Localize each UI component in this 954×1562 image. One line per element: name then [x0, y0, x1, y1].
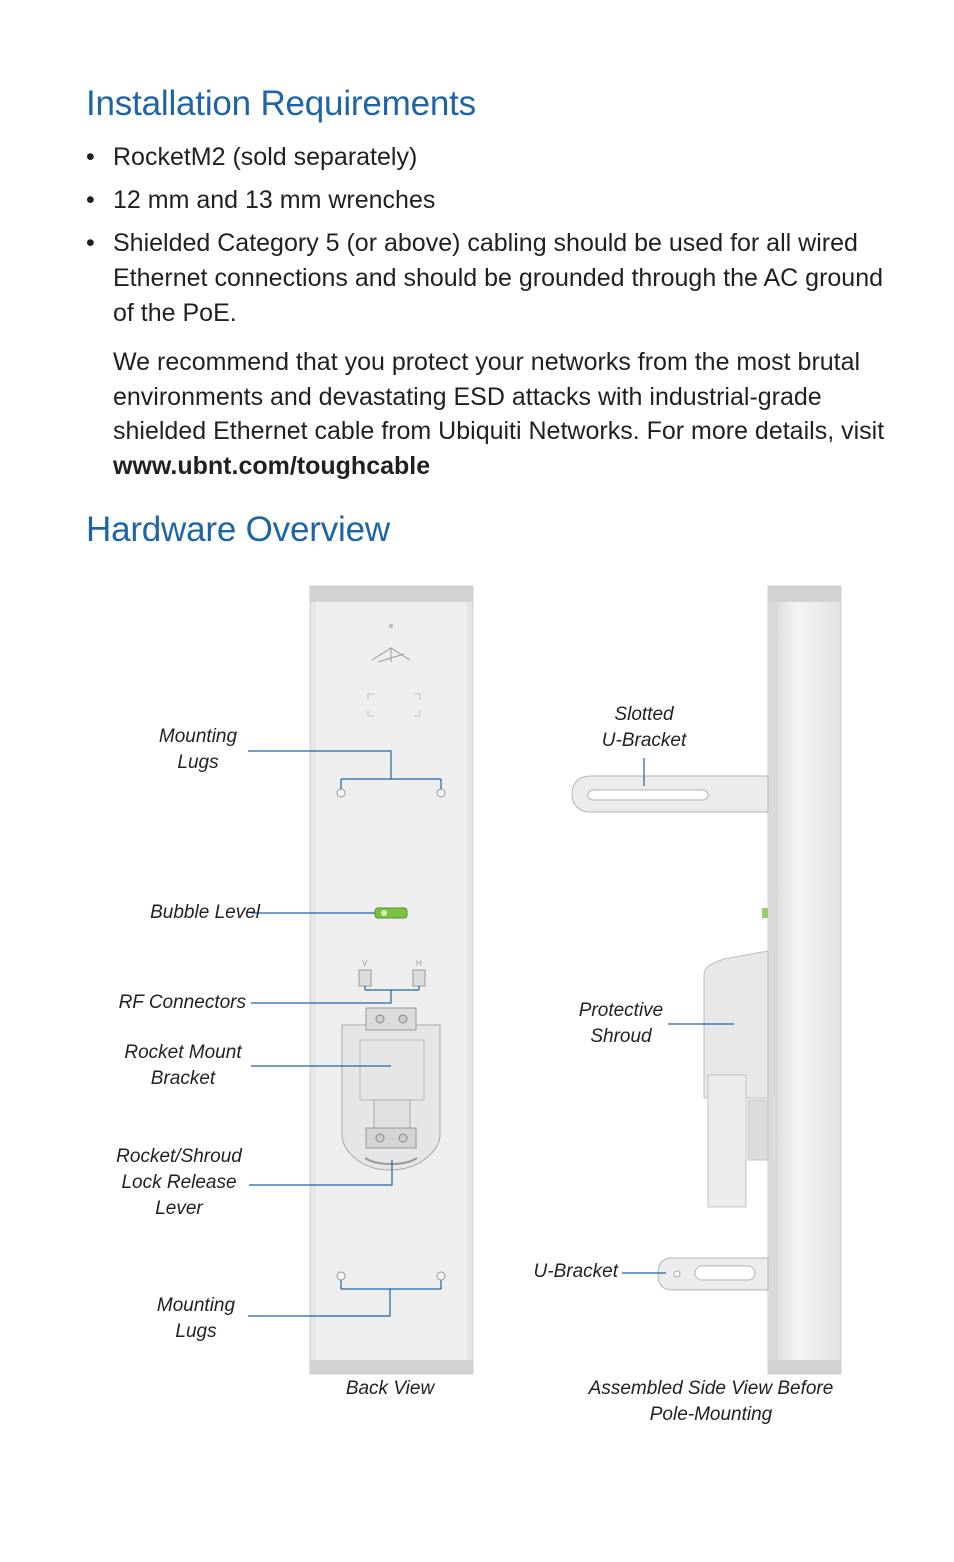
- mounting-lug-icon: [437, 1272, 445, 1280]
- recommendation-text: We recommend that you protect your networks from the most brutal environments and devastating ESD attacks with industrial-grade shielded Ethernet cable from Ubiquiti Networks. For more details, visit: [113, 348, 885, 445]
- rf-port-h-letter: H: [416, 959, 422, 968]
- label-rf-connectors: RF Connectors: [118, 992, 246, 1013]
- back-view-antenna: [310, 586, 473, 1374]
- bullet-marker: •: [86, 186, 95, 214]
- requirement-text: 12 mm and 13 mm wrenches: [113, 186, 436, 214]
- requirement-text: Shielded Category 5 (or above) cabling should be used for all wired Ethernet connections and should be grounded through the AC ground of the PoE.: [113, 229, 884, 327]
- bubble-level-icon: [375, 908, 407, 918]
- rf-port-v-letter: V: [362, 959, 368, 968]
- u-bracket-shape: [658, 1258, 768, 1290]
- mounting-lug-icon: [437, 789, 445, 797]
- list-item: [86, 140, 886, 175]
- mounting-lug-icon: [337, 789, 345, 797]
- label-mounting-lugs-bottom: Mounting Lugs: [156, 1295, 236, 1342]
- list-item: [86, 183, 886, 218]
- requirements-list: [86, 140, 886, 339]
- mounting-lug-icon: [337, 1272, 345, 1280]
- label-slotted-u-bracket: Slotted U-Bracket: [601, 704, 687, 751]
- bullet-marker: •: [86, 143, 95, 171]
- heading-installation-requirements: Installation Requirements: [86, 84, 476, 123]
- list-item: [86, 226, 886, 331]
- label-rocket-mount-bracket: Rocket Mount Bracket: [124, 1042, 242, 1089]
- recommendation-paragraph: [113, 345, 903, 483]
- rocket-mount-bracket-shape: [342, 1008, 440, 1170]
- toughcable-link[interactable]: www.ubnt.com/toughcable: [113, 451, 431, 480]
- caption-back-view: Back View: [345, 1378, 435, 1399]
- heading-hardware-overview: Hardware Overview: [86, 510, 390, 549]
- label-u-bracket: U-Bracket: [533, 1261, 618, 1282]
- label-protective-shroud: Protective Shroud: [578, 1000, 664, 1047]
- bullet-marker: •: [86, 229, 95, 257]
- requirement-text: RocketM2 (sold separately): [113, 143, 418, 171]
- protective-shroud-shape: [704, 951, 768, 1207]
- slotted-u-bracket-shape: [572, 776, 768, 812]
- label-bubble-level: Bubble Level: [150, 902, 260, 923]
- caption-side-view: Assembled Side View Before Pole-Mounting: [588, 1378, 834, 1425]
- label-mounting-lugs-top: Mounting Lugs: [158, 726, 238, 773]
- label-lock-release-lever: Rocket/Shroud Lock Release Lever: [116, 1146, 242, 1219]
